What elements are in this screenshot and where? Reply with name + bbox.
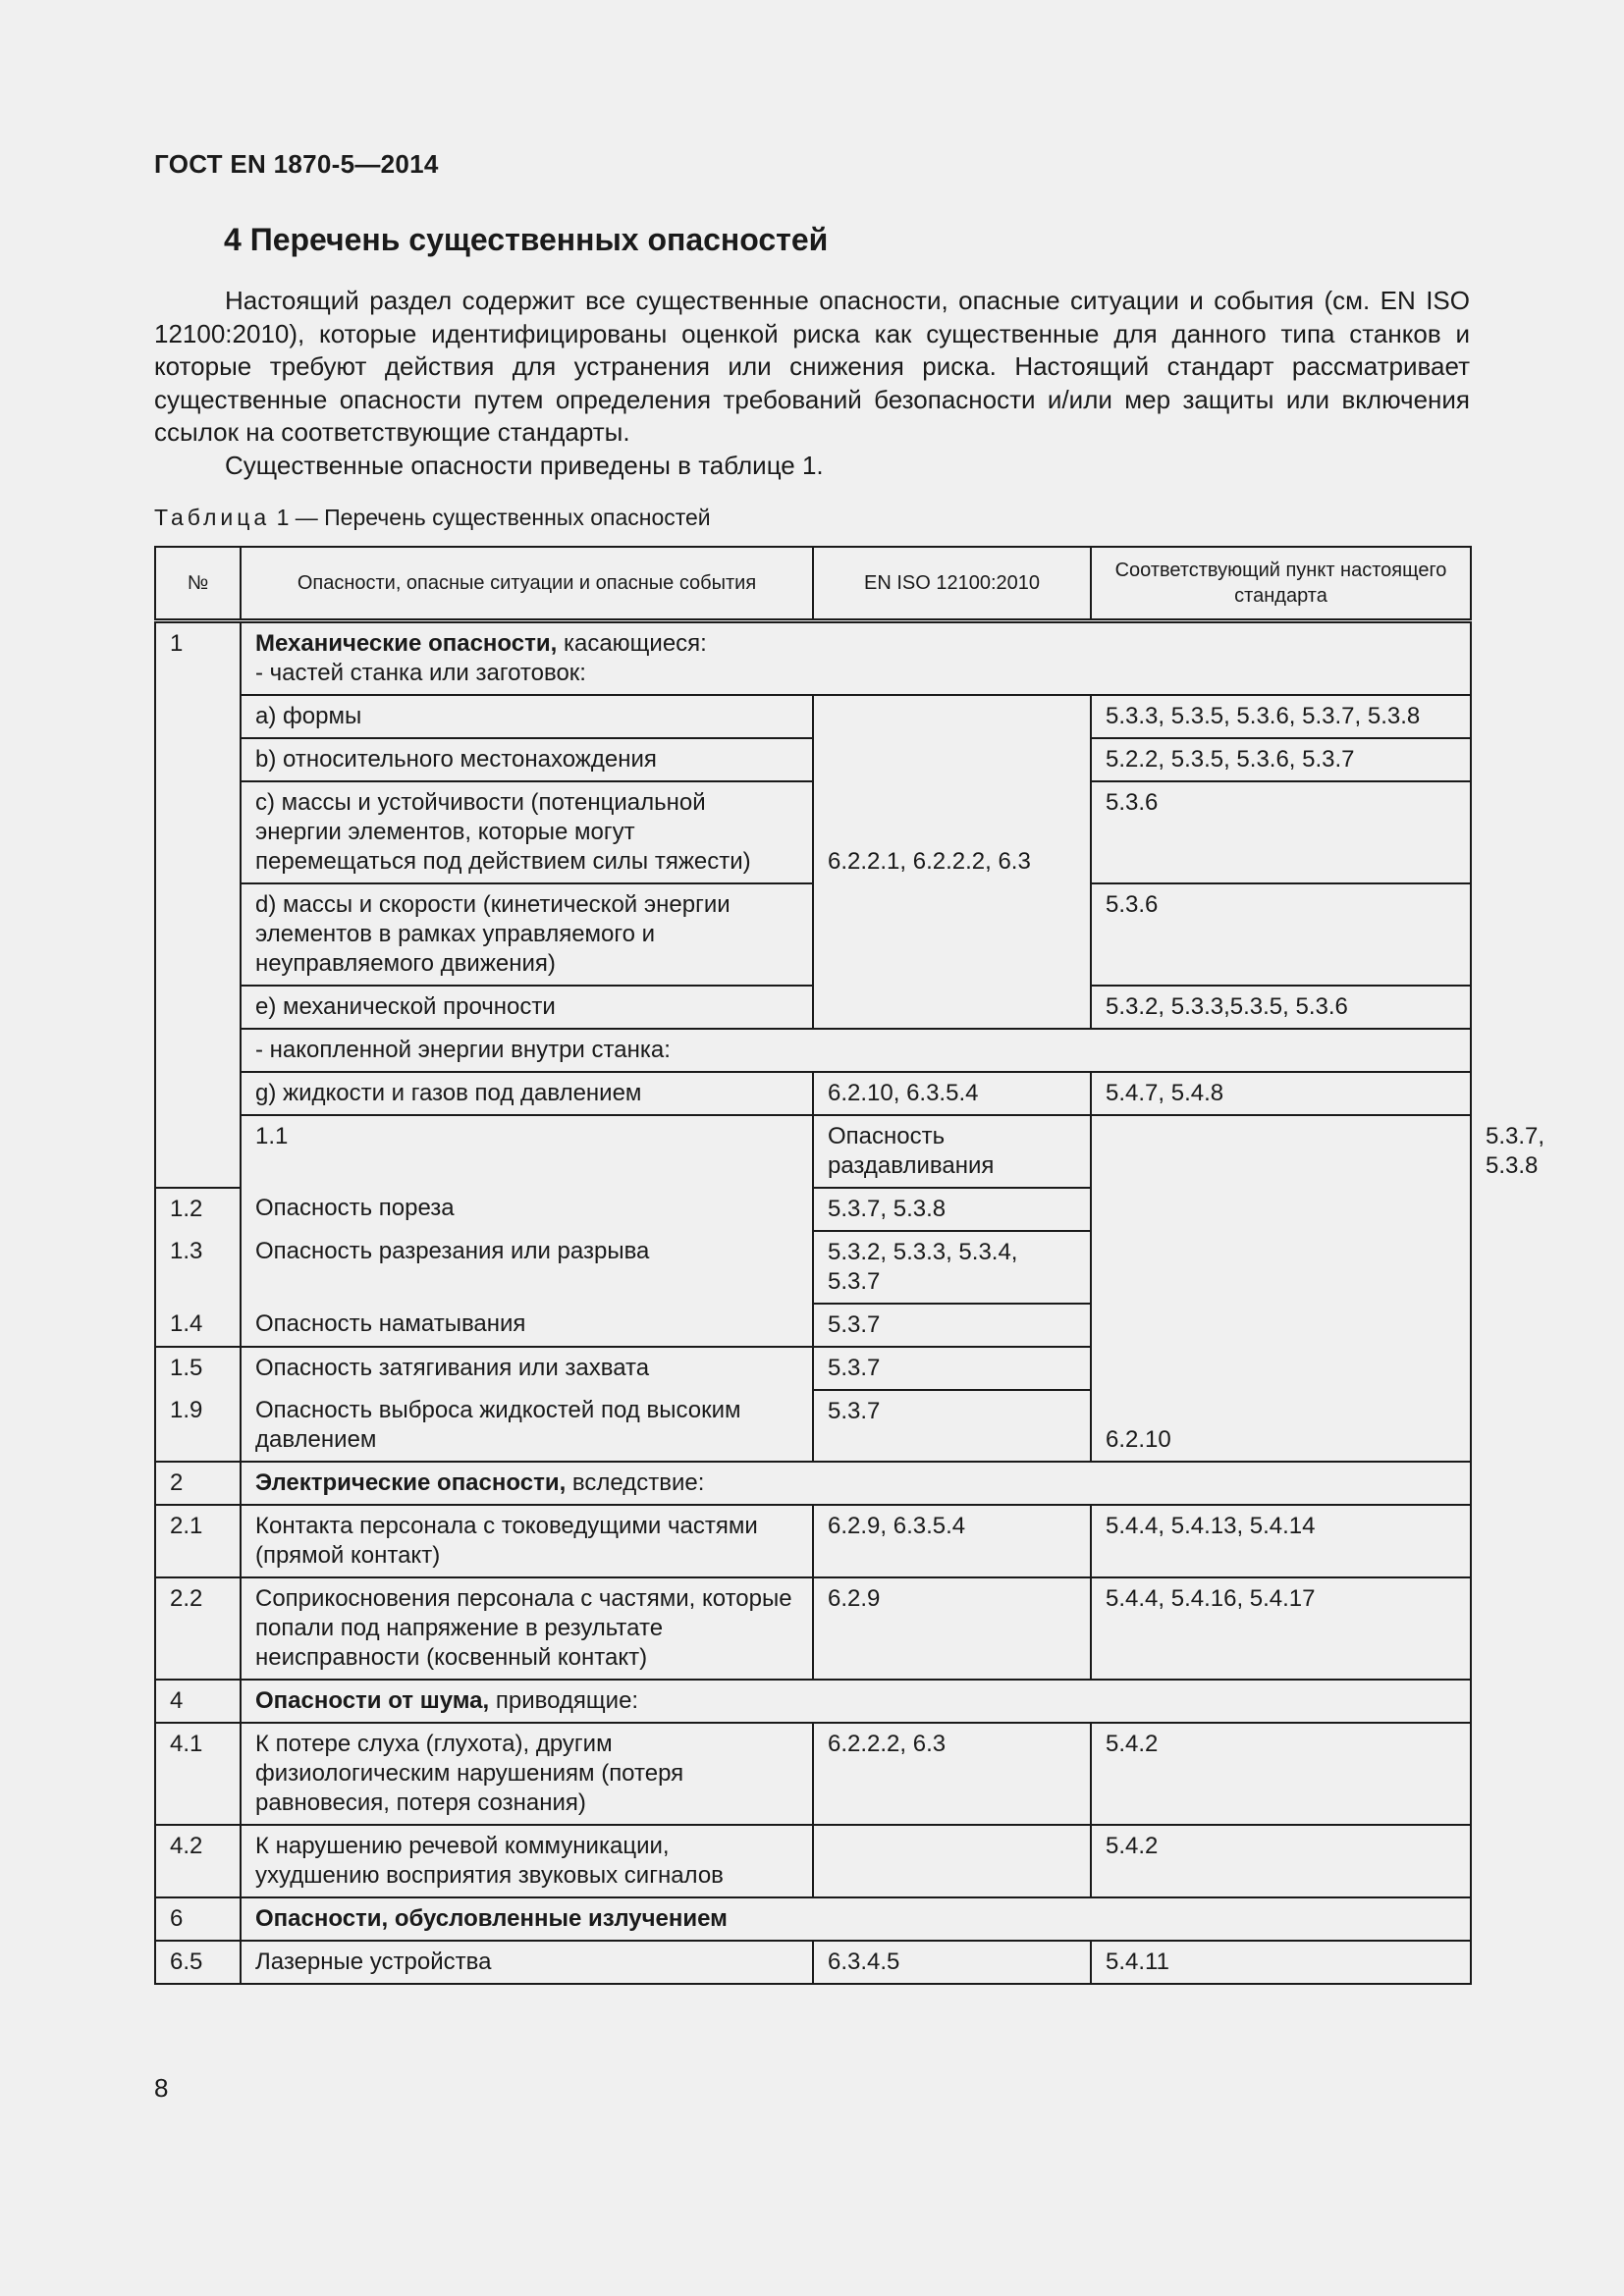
hazard-cell: Опасность наматывания bbox=[241, 1304, 813, 1347]
header-clause: Соответствующий пункт настоящего стандарта bbox=[1091, 547, 1471, 621]
row-num: 4.1 bbox=[155, 1723, 241, 1825]
table-row: 1.1 Опасность раздавливания 6.2.10 5.3.7, 5.3.8 bbox=[155, 1115, 1471, 1188]
group-subtitle: - частей станка или заготовок: bbox=[255, 660, 586, 686]
hazard-cell: d) массы и скорости (кинетической энергии элементов в рамках управляемого и неуправляемого движения) bbox=[241, 883, 813, 986]
iso-cell-shared: 6.2.10 bbox=[1091, 1115, 1471, 1462]
clause-cell: 5.4.11 bbox=[1091, 1941, 1471, 1984]
hazard-cell: Лазерные устройства bbox=[241, 1941, 813, 1984]
table-caption bbox=[154, 505, 711, 531]
clause-cell: 5.4.4, 5.4.16, 5.4.17 bbox=[1091, 1577, 1471, 1680]
table-row bbox=[155, 1462, 1471, 1505]
clause-cell: 5.4.2 bbox=[1091, 1723, 1471, 1825]
clause-cell: 5.3.2, 5.3.3, 5.3.4, 5.3.7 bbox=[813, 1231, 1091, 1304]
hazard-cell: Опасность затягивания или захвата bbox=[241, 1347, 813, 1390]
row-num: 1.3 bbox=[155, 1231, 241, 1304]
row-num: 2.1 bbox=[155, 1505, 241, 1577]
table-row bbox=[155, 695, 1471, 738]
group-title-bold: Механические опасности, bbox=[255, 630, 558, 657]
group-title-bold: Опасности, обусловленные излучением bbox=[255, 1905, 728, 1932]
row-num: 1.1 bbox=[241, 1115, 813, 1188]
clause-cell: 5.3.7 bbox=[813, 1390, 1091, 1462]
clause-cell: 5.3.3, 5.3.5, 5.3.6, 5.3.7, 5.3.8 bbox=[1091, 695, 1471, 738]
header-num: № bbox=[155, 547, 241, 621]
clause-cell: 5.4.4, 5.4.13, 5.4.14 bbox=[1091, 1505, 1471, 1577]
row-num: 4 bbox=[155, 1680, 241, 1723]
hazards-table bbox=[154, 546, 1545, 1985]
group-title-cell bbox=[241, 1680, 1471, 1723]
header-iso: EN ISO 12100:2010 bbox=[813, 547, 1091, 621]
hazard-cell: Опасность выброса жидкостей под высоким давлением bbox=[241, 1390, 813, 1462]
row-num: 1.9 bbox=[155, 1390, 241, 1462]
table-row bbox=[155, 1072, 1471, 1115]
iso-cell: 6.2.2.2, 6.3 bbox=[813, 1723, 1091, 1825]
clause-cell: 5.3.6 bbox=[1091, 883, 1471, 986]
clause-cell: 5.3.7 bbox=[813, 1304, 1091, 1347]
hazard-cell: e) механической прочности bbox=[241, 986, 813, 1029]
group-title-rest: вследствие: bbox=[566, 1469, 705, 1496]
table-row bbox=[155, 1680, 1471, 1723]
hazard-cell: a) формы bbox=[241, 695, 813, 738]
table-caption-label: Таблица bbox=[154, 505, 271, 530]
clause-cell: 5.4.7, 5.4.8 bbox=[1091, 1072, 1471, 1115]
table-row bbox=[155, 1577, 1471, 1680]
row-num: 6.5 bbox=[155, 1941, 241, 1984]
table-row bbox=[155, 1897, 1471, 1941]
hazard-cell: c) массы и устойчивости (потенциальной энергии элементов, которые могут перемещаться под действием силы тяжести) bbox=[241, 781, 813, 883]
row-num: 6 bbox=[155, 1897, 241, 1941]
header-hazard: Опасности, опасные ситуации и опасные события bbox=[241, 547, 813, 621]
hazard-cell: Опасность раздавливания bbox=[813, 1115, 1091, 1188]
clause-cell: 5.4.2 bbox=[1091, 1825, 1471, 1897]
row-num: 1 bbox=[155, 621, 241, 1189]
row-num: 1.5 bbox=[155, 1347, 241, 1390]
section-title: 4 Перечень существенных опасностей bbox=[224, 222, 829, 257]
hazard-cell: Соприкосновения персонала с частями, которые попали под напряжение в результате неисправности (косвенный контакт) bbox=[241, 1577, 813, 1680]
row-num: 2.2 bbox=[155, 1577, 241, 1680]
hazard-cell: Контакта персонала с токоведущими частями (прямой контакт) bbox=[241, 1505, 813, 1577]
paragraph-text: Настоящий раздел содержит все существенные опасности, опасные ситуации и события (см. EN ISO 12100:2010), которые идентифицированы оценкой риска как существенные для данного типа станков и которые требуют действия для устранения или снижения риска. Настоящий стандарт рассматривает существенные опасности путем определения требований безопасности и/или мер защиты или включения ссылок на соответствующие стандарты. bbox=[154, 286, 1470, 447]
iso-cell: 6.2.9 bbox=[813, 1577, 1091, 1680]
iso-cell: 6.2.9, 6.3.5.4 bbox=[813, 1505, 1091, 1577]
table-reference-paragraph bbox=[154, 450, 1470, 483]
clause-cell: 5.3.7, 5.3.8 bbox=[813, 1188, 1091, 1231]
iso-cell bbox=[813, 1825, 1091, 1897]
hazard-cell: К потере слуха (глухота), другим физиологическим нарушениям (потеря равновесия, потеря сознания) bbox=[241, 1723, 813, 1825]
group-title-rest: касающиеся: bbox=[557, 630, 707, 657]
group-title-bold: Опасности от шума, bbox=[255, 1687, 490, 1714]
group-title-cell bbox=[241, 1462, 1471, 1505]
table-row bbox=[155, 621, 1471, 696]
iso-cell-shared: 6.2.2.1, 6.2.2.2, 6.3 bbox=[813, 695, 1091, 1029]
clause-cell: 5.3.7 bbox=[813, 1347, 1091, 1390]
clause-cell: 5.3.2, 5.3.3,5.3.5, 5.3.6 bbox=[1091, 986, 1471, 1029]
hazard-cell: К нарушению речевой коммуникации, ухудшению восприятия звуковых сигналов bbox=[241, 1825, 813, 1897]
clause-cell: 5.3.6 bbox=[1091, 781, 1471, 883]
table-caption-text: 1 — Перечень существенных опасностей bbox=[270, 505, 711, 530]
iso-cell: 6.2.10, 6.3.5.4 bbox=[813, 1072, 1091, 1115]
row-num: 4.2 bbox=[155, 1825, 241, 1897]
group-title-cell bbox=[241, 621, 1471, 696]
row-num: 2 bbox=[155, 1462, 241, 1505]
table-row bbox=[155, 1825, 1471, 1897]
table-header-row bbox=[155, 547, 1471, 621]
page-number: 8 bbox=[154, 2073, 169, 2103]
hazard-cell: g) жидкости и газов под давлением bbox=[241, 1072, 813, 1115]
table-row bbox=[155, 1505, 1471, 1577]
hazard-cell: Опасность разрезания или разрыва bbox=[241, 1231, 813, 1304]
table-row bbox=[155, 1723, 1471, 1825]
group-title-rest: приводящие: bbox=[489, 1687, 639, 1714]
document-header: ГОСТ EN 1870-5—2014 bbox=[154, 149, 439, 179]
row-num: 1.2 bbox=[155, 1188, 241, 1231]
group-title-bold: Электрические опасности, bbox=[255, 1469, 567, 1496]
table-row bbox=[155, 1941, 1471, 1984]
row-num: 1.4 bbox=[155, 1304, 241, 1347]
hazard-cell: b) относительного местонахождения bbox=[241, 738, 813, 781]
clause-cell: 5.2.2, 5.3.5, 5.3.6, 5.3.7 bbox=[1091, 738, 1471, 781]
table-row bbox=[155, 1029, 1471, 1072]
group-subtitle-cell: - накопленной энергии внутри станка: bbox=[241, 1029, 1471, 1072]
group-title-cell bbox=[241, 1897, 1471, 1941]
iso-cell: 6.3.4.5 bbox=[813, 1941, 1091, 1984]
intro-paragraph bbox=[154, 285, 1470, 450]
paragraph-text: Существенные опасности приведены в таблице 1. bbox=[225, 451, 824, 480]
hazard-cell: Опасность пореза bbox=[241, 1188, 813, 1231]
